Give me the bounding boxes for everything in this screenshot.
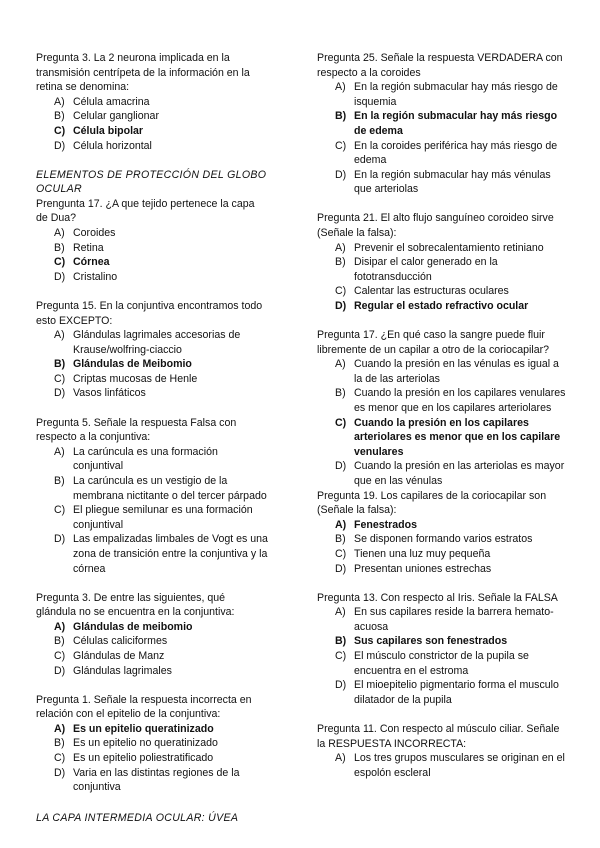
option-letter: C) <box>54 256 66 269</box>
option-text: El músculo constrictor de la pupila se encuentra en el estroma <box>354 650 529 677</box>
option-letter: D) <box>54 139 66 152</box>
answer-option <box>317 562 567 577</box>
option-letter: D) <box>335 460 347 473</box>
option-text: Retina <box>73 241 104 254</box>
right-column <box>317 51 567 780</box>
option-text: Cuando la presión en las vénulas es igual a la de las arteriolas <box>354 358 559 385</box>
answer-option <box>317 255 567 284</box>
answer-option <box>36 226 268 241</box>
option-text: Cuando la presión en las arteriolas es mayor que en las vénulas <box>354 460 565 488</box>
option-letter: C) <box>335 650 347 663</box>
option-text: Córnea <box>73 256 110 269</box>
option-text: El mioepitelio pigmentario forma el musculo dilatador de la pupila <box>354 679 559 706</box>
option-text: Cuando la presión en los capilares arteriolares es menor que en los capilare venulares <box>354 416 561 458</box>
correct-option <box>36 620 268 635</box>
option-letter: A) <box>335 518 347 531</box>
answer-option <box>317 139 567 168</box>
option-text: Celular ganglionar <box>73 110 159 123</box>
option-text: Presentan uniones estrechas <box>354 562 492 575</box>
option-text: Cuando la presión en los capilares venulares es menor que en los capilares arteriolares <box>354 387 566 415</box>
question-block <box>36 591 268 679</box>
option-text: Glándulas de Meibomio <box>73 358 192 371</box>
option-letter: D) <box>54 270 66 283</box>
question-block <box>317 489 567 577</box>
question-block <box>317 722 567 780</box>
option-letter: A) <box>54 445 65 458</box>
option-letter: D) <box>335 679 347 692</box>
option-letter: B) <box>335 110 347 123</box>
option-letter: B) <box>54 241 65 254</box>
option-text: En la región submacular hay más vénulas que arteriolas <box>354 168 551 196</box>
option-letter: A) <box>335 241 346 254</box>
option-letter: C) <box>335 139 347 152</box>
option-letter: C) <box>335 285 347 298</box>
question-stem: Pregunta 19. Los capilares de la coriocapilar son (Señale la falsa): <box>317 489 547 517</box>
option-text: Tienen una luz muy pequeña <box>354 548 491 560</box>
option-letter: C) <box>54 124 66 137</box>
option-letter: C) <box>335 548 347 560</box>
answer-option <box>36 372 268 387</box>
option-letter: B) <box>54 635 65 648</box>
option-text: Es un epitelio no queratinizado <box>73 737 218 750</box>
correct-option <box>36 722 268 737</box>
option-letter: B) <box>335 635 347 648</box>
answer-option <box>36 634 268 649</box>
option-text: La carúncula es un vestigio de la membrana nictitante o del tercer párpado <box>73 474 267 502</box>
option-text: Glándulas lagrimales accesorias de Krause/wolfring-ciaccio <box>73 329 241 356</box>
option-text: El pliegue semilunar es una formación conjuntival <box>73 504 253 531</box>
answer-option <box>317 386 567 415</box>
option-letter: A) <box>54 722 66 735</box>
correct-option <box>36 357 268 372</box>
answer-option <box>36 109 268 124</box>
question-stem: Pregunta 17. ¿En qué caso la sangre puede fluir libremente de un capilar a otro de la coriocapilar? <box>317 329 550 356</box>
answer-option <box>36 95 268 110</box>
option-letter: C) <box>54 504 66 517</box>
answer-option <box>36 139 268 154</box>
left-column <box>36 51 268 825</box>
question-block <box>317 591 567 708</box>
question-block <box>36 693 268 795</box>
option-letter: D) <box>54 387 66 400</box>
option-text: En la región submacular hay más riesgo de edema <box>354 110 558 137</box>
question-block <box>317 51 567 197</box>
option-text: Cristalino <box>73 270 118 283</box>
question-block <box>36 51 268 153</box>
correct-option <box>317 518 567 533</box>
option-text: Varia en las distintas regiones de la conjuntiva <box>73 766 240 794</box>
option-letter: A) <box>335 81 346 94</box>
option-letter: C) <box>54 752 66 765</box>
answer-option <box>317 649 567 678</box>
option-letter: D) <box>335 562 347 575</box>
option-letter: D) <box>54 766 66 779</box>
answer-option <box>36 445 268 474</box>
correct-option <box>36 124 268 139</box>
option-letter: C) <box>54 372 66 385</box>
answer-option <box>317 284 567 299</box>
option-text: Disipar el calor generado en la fototransducción <box>354 256 498 283</box>
option-letter: B) <box>54 737 65 750</box>
correct-option <box>317 416 567 460</box>
answer-option <box>317 532 567 547</box>
question-stem: Pregunta 3. De entre las siguientes, qué glándula no se encuentra en la conjuntiva: <box>36 591 235 619</box>
answer-option <box>317 547 567 562</box>
option-letter: A) <box>335 358 346 371</box>
option-letter: B) <box>335 387 346 400</box>
option-letter: B) <box>54 358 66 371</box>
option-text: Criptas mucosas de Henle <box>73 372 198 385</box>
option-text: Célula amacrina <box>73 95 150 108</box>
question-stem: Pregunta 15. En la conjuntiva encontramos todo esto EXCEPTO: <box>36 299 263 327</box>
option-text: Prevenir el sobrecalentamiento retiniano <box>354 241 544 254</box>
option-text: Fenestrados <box>354 518 417 531</box>
answer-option <box>36 532 268 576</box>
option-text: Es un epitelio queratinizado <box>73 722 214 735</box>
answer-option <box>317 678 567 707</box>
option-text: Coroides <box>73 227 116 240</box>
option-text: En la coroides periférica hay más riesgo de edema <box>354 139 558 167</box>
question-stem: Pregunta 3. La 2 neurona implicada en la transmisión centrípeta de la información en la retina se denomina: <box>36 52 250 94</box>
option-text: Sus capilares son fenestrados <box>354 635 508 648</box>
option-letter: B) <box>54 474 65 487</box>
question-stem: Pregunta 21. El alto flujo sanguíneo coroideo sirve (Señale la falsa): <box>317 212 554 240</box>
option-text: Las empalizadas limbales de Vogt es una zona de transición entre la conjuntiva y la córnea <box>73 533 268 575</box>
section-heading: LA CAPA INTERMEDIA OCULAR: ÚVEA <box>36 811 239 824</box>
question-stem: Pregunta 13. Con respecto al Iris. Señale la FALSA <box>317 591 558 604</box>
option-letter: B) <box>335 256 346 269</box>
question-block <box>36 197 268 285</box>
option-text: Calentar las estructuras oculares <box>354 285 509 298</box>
question-block <box>317 211 567 313</box>
answer-option <box>36 736 268 751</box>
question-block <box>36 416 268 577</box>
answer-option <box>36 649 268 664</box>
correct-option <box>317 634 567 649</box>
option-letter: A) <box>54 620 66 633</box>
option-letter: A) <box>335 752 346 765</box>
option-text: En la región submacular hay más riesgo de isquemia <box>354 81 558 108</box>
option-letter: C) <box>54 649 66 662</box>
option-text: Glándulas de meibomio <box>73 620 193 633</box>
answer-option <box>36 270 268 285</box>
option-text: Glándulas de Manz <box>73 649 165 662</box>
correct-option <box>317 299 567 314</box>
answer-option <box>317 80 567 109</box>
option-text: En sus capilares reside la barrera hemato-acuosa <box>354 606 554 633</box>
option-letter: D) <box>54 533 66 546</box>
option-letter: A) <box>54 95 65 108</box>
option-text: Célula horizontal <box>73 139 152 152</box>
question-stem: Pregunta 11. Con respecto al músculo ciliar. Señale la RESPUESTA INCORRECTA: <box>317 722 560 750</box>
answer-option <box>36 328 268 357</box>
option-text: Regular el estado refractivo ocular <box>354 300 529 312</box>
answer-option <box>317 605 567 634</box>
answer-option <box>36 386 268 401</box>
answer-option <box>317 459 567 488</box>
option-letter: D) <box>335 168 347 181</box>
question-stem: Prengunta 17. ¿A que tejido pertenece la capa de Dua? <box>36 197 255 225</box>
answer-option <box>36 664 268 679</box>
answer-option <box>317 357 567 386</box>
question-stem: Pregunta 1. Señale la respuesta incorrecta en relación con el epitelio de la conjuntiva: <box>36 693 252 721</box>
question-block <box>36 299 268 401</box>
option-letter: D) <box>54 664 66 677</box>
answer-option <box>317 751 567 780</box>
option-letter: C) <box>335 416 347 429</box>
correct-option <box>317 109 567 138</box>
option-text: Es un epitelio poliestratificado <box>73 752 214 765</box>
option-letter: A) <box>54 227 65 240</box>
option-text: Se disponen formando varios estratos <box>354 533 533 546</box>
option-letter: B) <box>335 533 346 546</box>
option-text: Células caliciformes <box>73 635 168 648</box>
option-text: Célula bipolar <box>73 124 144 137</box>
option-text: Vasos linfáticos <box>73 387 146 400</box>
question-stem: Pregunta 5. Señale la respuesta Falsa con respecto a la conjuntiva: <box>36 416 237 444</box>
option-letter: D) <box>335 300 347 312</box>
option-text: Los tres grupos musculares se originan en el espolón escleral <box>354 752 565 779</box>
answer-option <box>317 241 567 256</box>
option-text: La carúncula es una formación conjuntival <box>73 445 218 473</box>
answer-option <box>36 766 268 795</box>
question-stem: Pregunta 25. Señale la respuesta VERDADERA con respecto a la coroides <box>317 52 563 79</box>
option-text: Glándulas lagrimales <box>73 664 172 677</box>
answer-option <box>36 503 268 532</box>
option-letter: A) <box>335 606 346 619</box>
option-letter: A) <box>54 329 65 342</box>
correct-option <box>36 255 268 270</box>
answer-option <box>317 168 567 197</box>
answer-option <box>36 241 268 256</box>
answer-option <box>36 474 268 503</box>
answer-option <box>36 751 268 766</box>
section-heading: ELEMENTOS DE PROTECCIÓN DEL GLOBO OCULAR <box>36 168 267 196</box>
question-block <box>317 328 567 489</box>
option-letter: B) <box>54 110 65 123</box>
